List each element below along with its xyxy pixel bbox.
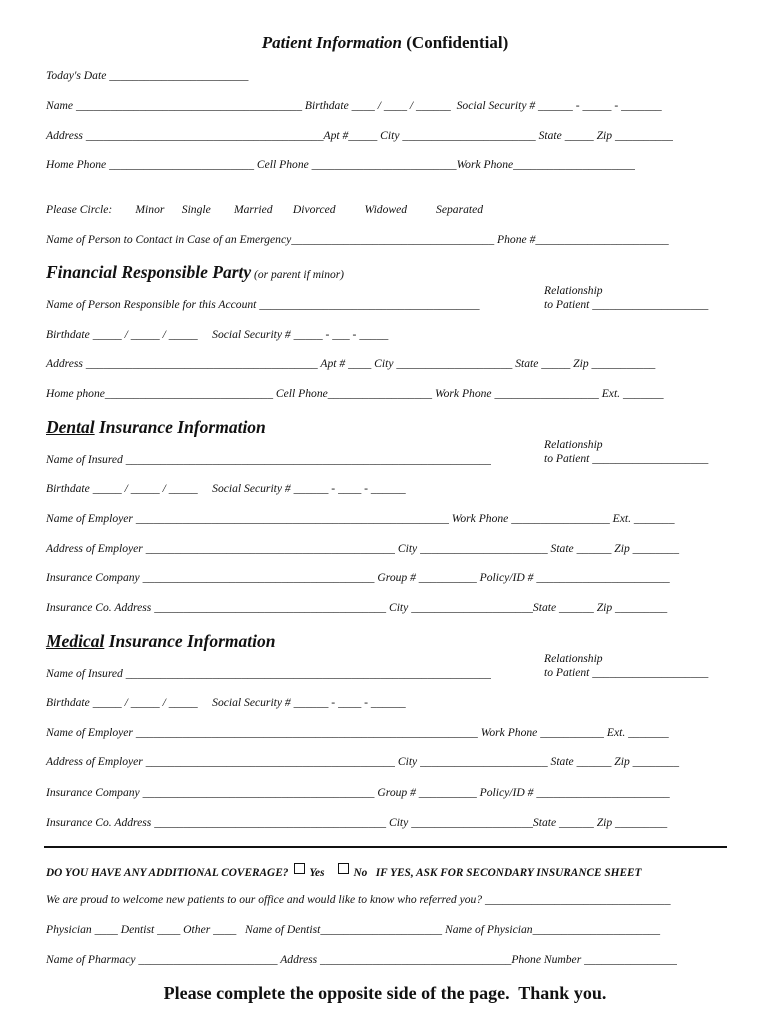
marital-status-circle-line[interactable]: Please Circle: Minor Single Married Divorced Widowed Separated bbox=[46, 203, 484, 216]
financial-birthdate-ssn-line[interactable]: Birthdate _____ / _____ / _____ Social Security # _____ - ___ - _____ bbox=[46, 328, 389, 341]
medical-heading-rest: Insurance Information bbox=[104, 631, 276, 651]
dental-relationship-field[interactable]: Relationship to Patient ____________________ bbox=[544, 438, 709, 465]
pharmacy-line[interactable]: Name of Pharmacy ________________________ Address _________________________________Phone Number ________________ bbox=[46, 953, 677, 966]
medical-insurance-company-line[interactable]: Insurance Company ________________________________________ Group # __________ Policy/ID # _______________________ bbox=[46, 786, 670, 799]
referral-question-line[interactable]: We are proud to welcome new patients to our office and would like to know who referred you? ________________________________ bbox=[46, 893, 671, 906]
medical-employer-line[interactable]: Name of Employer ___________________________________________________________ Work Phone ___________ Ext. _______ bbox=[46, 726, 669, 739]
title-confidential: (Confidential) bbox=[402, 33, 509, 52]
coverage-instruction: IF YES, ASK FOR SECONDARY INSURANCE SHEET bbox=[367, 867, 642, 879]
financial-section-heading bbox=[46, 262, 344, 283]
dental-birthdate-ssn-line[interactable]: Birthdate _____ / _____ / _____ Social Security # ______ - ____ - ______ bbox=[46, 482, 406, 495]
coverage-question: DO YOU HAVE ANY ADDITIONAL COVERAGE? bbox=[46, 867, 289, 879]
footer-instruction: Please complete the opposite side of the page. Thank you. bbox=[163, 983, 607, 1003]
dental-insured-name-line[interactable]: Name of Insured _______________________________________________________________ bbox=[46, 453, 491, 466]
address-line[interactable]: Address _________________________________________Apt #_____ City _______________________ State _____ Zip __________ bbox=[46, 129, 673, 142]
dental-heading-underlined: Dental bbox=[46, 417, 95, 437]
dental-employer-line[interactable]: Name of Employer ______________________________________________________ Work Phone _________________ Ext. _______ bbox=[46, 512, 675, 525]
medical-insurance-address-line[interactable]: Insurance Co. Address ________________________________________ City _____________________State ______ Zip _________ bbox=[46, 816, 668, 829]
medical-insured-name-line[interactable]: Name of Insured _______________________________________________________________ bbox=[46, 667, 491, 680]
financial-phone-line[interactable]: Home phone_____________________________ Cell Phone__________________ Work Phone __________________ Ext. _______ bbox=[46, 387, 664, 400]
dental-insurance-company-line[interactable]: Insurance Company ________________________________________ Group # __________ Policy/ID # _______________________ bbox=[46, 571, 670, 584]
financial-relationship-field[interactable]: Relationship to Patient ____________________ bbox=[544, 284, 709, 311]
yes-label: Yes bbox=[309, 867, 325, 879]
dental-heading-rest: Insurance Information bbox=[94, 417, 266, 437]
title-main: Patient Information bbox=[261, 33, 403, 52]
medical-employer-address-line[interactable]: Address of Employer ___________________________________________ City ______________________ State ______ Zip ________ bbox=[46, 755, 680, 768]
financial-heading-text: Financial Responsible Party bbox=[46, 262, 252, 282]
medical-birthdate-ssn-line[interactable]: Birthdate _____ / _____ / _____ Social Security # ______ - ____ - ______ bbox=[46, 696, 406, 709]
dental-employer-address-line[interactable]: Address of Employer ___________________________________________ City ______________________ State ______ Zip ________ bbox=[46, 542, 680, 555]
responsible-person-name-line[interactable]: Name of Person Responsible for this Account ______________________________________ bbox=[46, 298, 480, 311]
no-label: No bbox=[353, 867, 368, 879]
additional-coverage-row bbox=[46, 863, 641, 879]
section-divider bbox=[44, 846, 727, 848]
financial-heading-note: (or parent if minor) bbox=[251, 269, 345, 281]
medical-section-heading bbox=[46, 631, 276, 652]
medical-relationship-field[interactable]: Relationship to Patient ____________________ bbox=[544, 652, 709, 679]
emergency-contact-line[interactable]: Name of Person to Contact in Case of an Emergency___________________________________ Phone #_______________________ bbox=[46, 233, 669, 246]
yes-checkbox[interactable] bbox=[294, 863, 305, 874]
financial-address-line[interactable]: Address ________________________________________ Apt # ____ City ____________________ State _____ Zip ___________ bbox=[46, 357, 656, 370]
name-birthdate-ssn-line[interactable]: Name _______________________________________ Birthdate ____ / ____ / ______ Social Security # ______ - _____ - _______ bbox=[46, 99, 662, 112]
page-title bbox=[0, 33, 770, 53]
dental-insurance-address-line[interactable]: Insurance Co. Address ________________________________________ City _____________________State ______ Zip _________ bbox=[46, 601, 668, 614]
no-checkbox[interactable] bbox=[338, 863, 349, 874]
todays-date-field[interactable]: Today's Date ________________________ bbox=[46, 69, 249, 82]
dental-section-heading bbox=[46, 417, 266, 438]
referral-source-line[interactable]: Physician ____ Dentist ____ Other ____ Name of Dentist_____________________ Name of Physician______________________ bbox=[46, 923, 661, 936]
phone-line[interactable]: Home Phone _________________________ Cell Phone _________________________Work Phone_____________________ bbox=[46, 158, 635, 171]
medical-heading-underlined: Medical bbox=[46, 631, 105, 651]
